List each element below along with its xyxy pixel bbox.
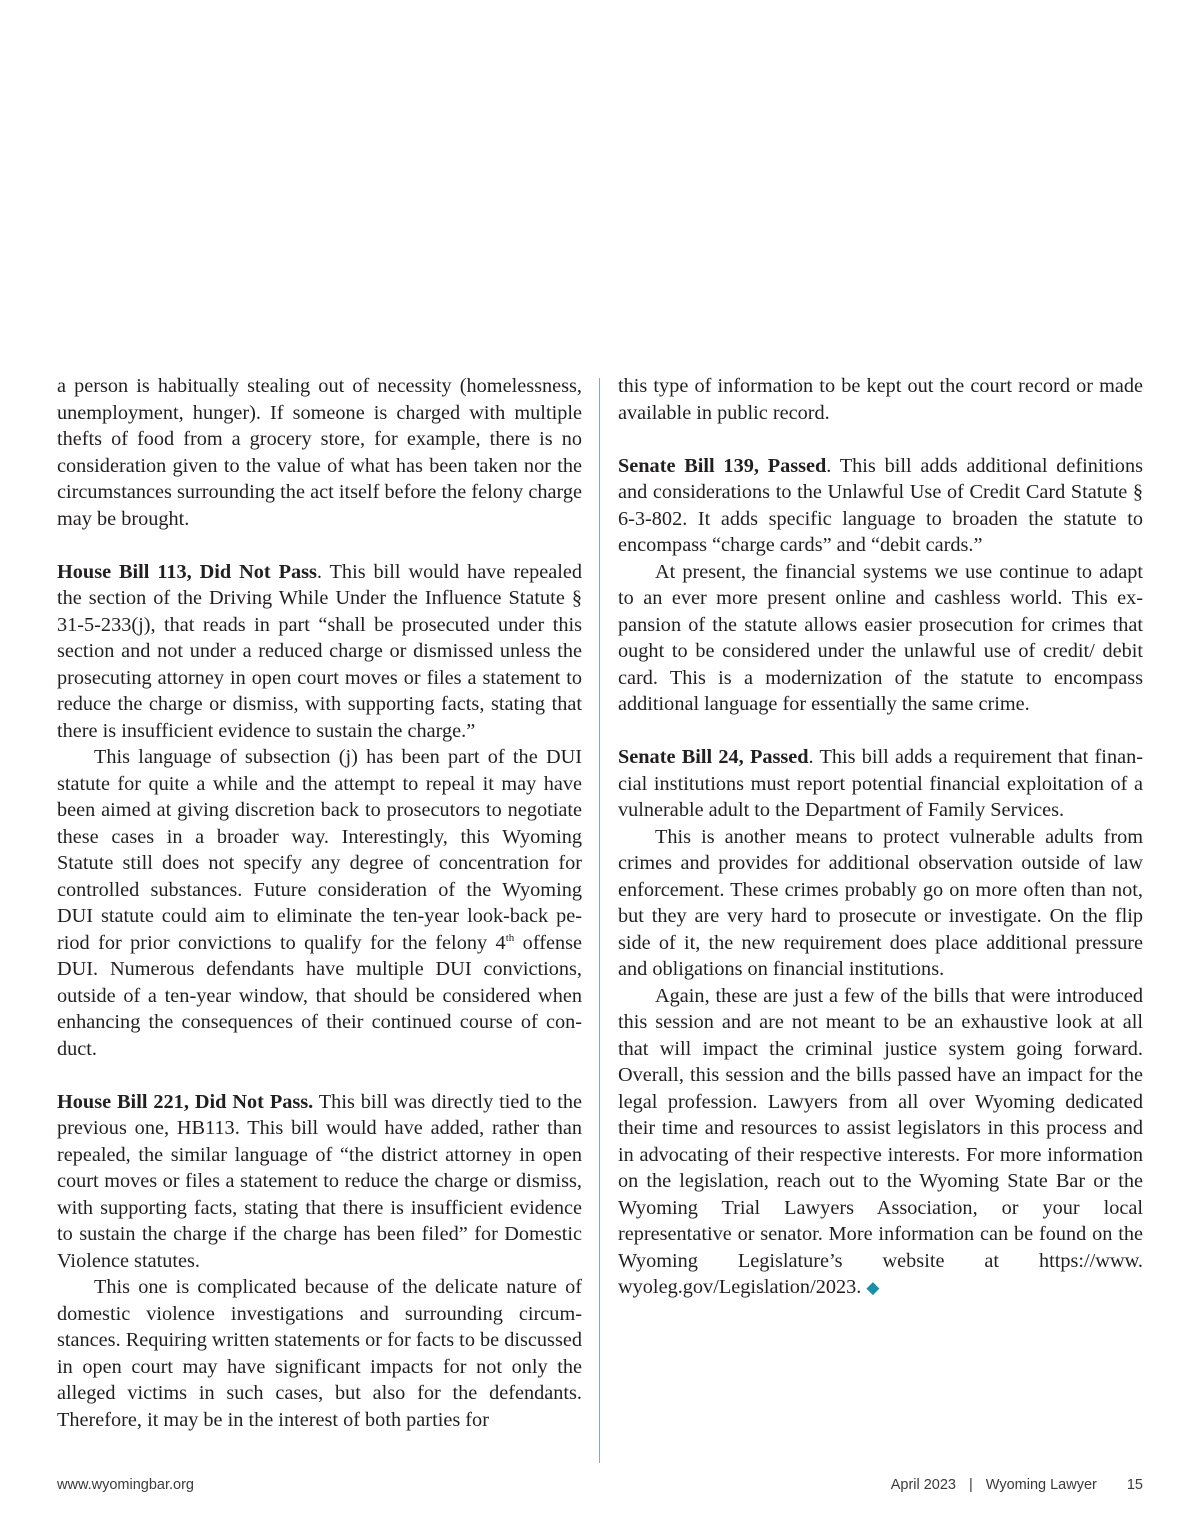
footer-issue: April 2023 bbox=[890, 1477, 956, 1493]
sb139-discussion: At present, the financial systems we use continue to adapt to an ever more present online and cashless world. This expansion of the statute allows easier prosecution for crimes that ought to be considered under the unlawful use of credit/ debit card. This is a modernization of the statute to encompass additional language for essentially the same crime. bbox=[618, 560, 1143, 715]
sb24-paragraph bbox=[618, 744, 1143, 824]
hb221-paragraph bbox=[57, 1089, 582, 1275]
sb139-text: . This bill adds additional definitions and considerations to the Unlawful Use of Credit Card Statute § 6-3-802. It adds specific language to broaden the statute to encompass “charge cards” and “debit cards.” bbox=[618, 454, 1143, 556]
hb113-text: . This bill would have repealed the section of the Driving While Under the Influence Statute § 31-5-233(j), that reads in part “shall be prosecuted under this section and not under a reduced charge or dismissed unless the prosecuting attorney in open court moves or files a statement to reduce the charge or dismiss, with supporting facts, stating that there is insufficient evidence to sustain the charge.” bbox=[57, 560, 582, 742]
sb24-heading: Senate Bill 24, Passed bbox=[618, 746, 809, 768]
sb139-heading: Senate Bill 139, Passed bbox=[618, 454, 827, 477]
footer-publication: Wyoming Lawyer bbox=[985, 1477, 1097, 1493]
diamond-end-icon: ◆ bbox=[866, 1278, 880, 1297]
footer-separator: | bbox=[969, 1477, 973, 1493]
sb139-paragraph bbox=[618, 453, 1143, 559]
column-divider bbox=[599, 378, 600, 1463]
left-column bbox=[57, 373, 582, 1433]
hb113-paragraph bbox=[57, 559, 582, 745]
footer-website: www.wyomingbar.org bbox=[57, 1477, 194, 1493]
sb24-discussion: This is another means to protect vulnerable adults from crimes and provides for additional observation outside of law enforcement. These crimes probably go on more often than not, but they are very hard to prosecute or investigate. On the flip side of it, the new requirement does place additional pressure and obligations on financial institutions. bbox=[618, 825, 1143, 980]
paragraph-continued-right: this type of information to be kept out the court record or made available in public record. bbox=[618, 375, 1143, 424]
hb113-discussion-text-a: This language of subsection (j) has been part of the DUI statute for quite a while and the attempt to repeal it may have been aimed at giving discretion back to prosecutors to negotiate these cases in a broader way. Interestingly, this Wyoming Statute still does not specify any degree of concentration for controlled substances. Future consideration of the Wyoming DUI statute could aim to eliminate the ten-year look-back period for prior convictions to qualify for the felony 4 bbox=[57, 746, 582, 954]
hb113-discussion-text-b: offense DUI. Numerous defendants have multiple DUI convictions, outside of a ten-year window, that should be considered when enhancing the consequences of their continued course of conduct. bbox=[57, 931, 582, 1060]
closing-text: Again, these are just a few of the bills that were introduced this session and are not meant to be an exhaustive look at all that will impact the criminal justice system going forward. Overall, this session and the bills passed have an impact for the legal profession. Lawyers from all over Wyoming dedicated their time and resources to assist legislators in this process and in advocating of their respective interests. For more information on the legislation, reach out to the Wyoming State Bar or the Wyoming Trial Lawyers Association, or your local representative or senator. More information can be found on the Wyoming Legislature’s website at https://www. wyoleg.gov/Legislation/2023. bbox=[618, 984, 1143, 1298]
page-number: 15 bbox=[1126, 1477, 1143, 1493]
right-column bbox=[618, 373, 1143, 1302]
paragraph-continued: a person is habitually stealing out of necessity (homelessness, unemployment, hunger). If someone is charged with multiple thefts of food from a grocery store, for example, there is no consideration given to the value of what has been taken nor the circumstances surrounding the act itself before the felony charge may be brought. bbox=[57, 375, 582, 530]
ordinal-superscript: th bbox=[505, 931, 515, 944]
hb221-heading: House Bill 221, Did Not Pass. bbox=[57, 1090, 314, 1113]
hb113-heading: House Bill 113, Did Not Pass bbox=[57, 560, 317, 583]
hb221-text: This bill was directly tied to the previous one, HB113. This bill would have added, rather than repealed, the similar language of “the district attorney in open court moves or files a statement to reduce the charge or dismiss, with supporting facts, stating that there is insufficient evidence to sustain the charge if the charge has been filed” for Domestic Violence statutes. bbox=[57, 1090, 582, 1272]
footer-folio bbox=[891, 1477, 1143, 1493]
closing-paragraph bbox=[618, 983, 1143, 1302]
sb24-text: . This bill adds a requirement that financial institutions must report potential financial exploitation of a vulnerable adult to the Department of Family Services. bbox=[618, 746, 1143, 821]
hb113-discussion bbox=[57, 744, 582, 1062]
hb221-discussion: This one is complicated because of the delicate nature of domestic violence investigations and surrounding circumstances. Requiring written statements or for facts to be discussed in open court may have significant impacts for not only the alleged victims in such cases, but also for the defendants. Therefore, it may be in the interest of both parties for bbox=[57, 1276, 582, 1431]
